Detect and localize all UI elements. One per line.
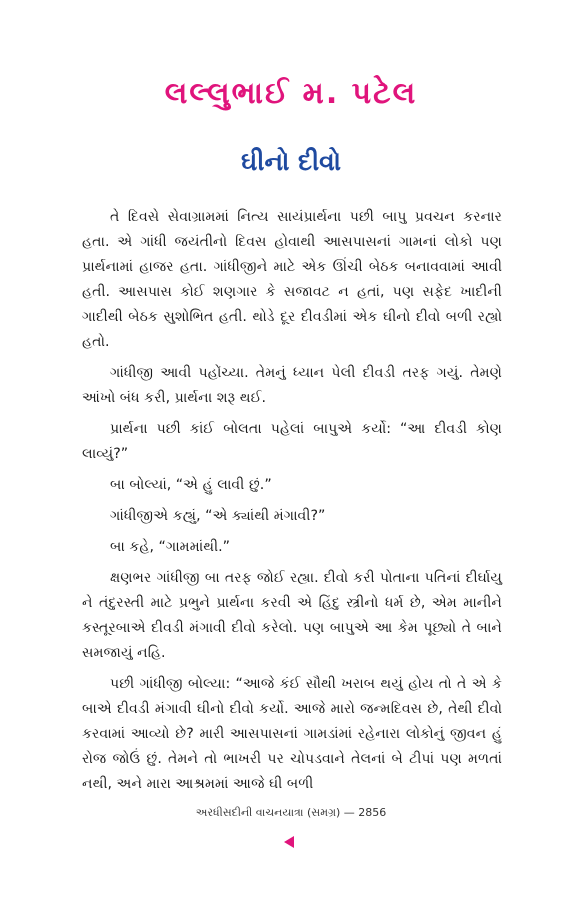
author-name: લલ્લુભાઈ મ. પટેલ: [164, 76, 418, 111]
paragraph: બા કહે, “ગામમાંથી.”: [110, 539, 230, 555]
paragraph: ગાંધીજી આવી પહોંચ્યા. તેમનું ધ્યાન પેલી દીવડી તરફ ગયું. તેમણે આંખો બંધ કરી, પ્રાર્થના શરૂ થઈ.: [82, 365, 502, 406]
previous-page-arrow-icon[interactable]: [284, 836, 294, 848]
paragraph: ક્ષણભર ગાંધીજી બા તરફ જોઈ રહ્યા. દીવો કરી પોતાના પતિનાં દીર્ઘાયુ ને તંદુરસ્તી માટે પ્રભુને પ્રાર્થના કરવી એ હિંદુ સ્ત્રીનો ધર્મ છે, એમ માનીને કસ્તૂરબાએ દીવડી મંગાવી દીવો કરેલો. પણ બાપુએ આ કેમ પૂછ્યો તે બાને સમજાયું નહિ.: [82, 570, 502, 661]
paragraph: ગાંધીજીએ કહ્યું, “એ ક્યાંથી મંગાવી?”: [110, 508, 326, 524]
paragraph: બા બોલ્યાં, “એ હું લાવી છું.”: [110, 477, 272, 493]
story-title: ઘીનો દીવો: [240, 147, 341, 176]
page-footer: અરધીસદીની વાચનયાત્રા (સમગ્ર) — 2856: [195, 806, 387, 819]
story-body: [82, 205, 502, 803]
paragraph: પ્રાર્થના પછી કાંઈ બોલતા પહેલાં બાપુએ કર્યો: “આ દીવડી કોણ લાવ્યું?”: [82, 421, 502, 462]
paragraph: પછી ગાંધીજી બોલ્યા: “આજે કંઈ સૌથી ખરાબ થયું હોય તો તે એ કે બાએ દીવડી મંગાવી ઘીનો દીવો કર્યો. આજે મારો જન્મદિવસ છે, તેથી દીવો કરવામાં આવ્યો છે? મારી આસપાસનાં ગામડાંમાં રહેનારા લોકોનું જીવન હું રોજ જોઉં છું. તેમને તો ભાખરી પર ચોપડવાને તેલનાં બે ટીપાં પણ મળતાં નથી, અને મારા આશ્રમમાં આજે ઘી બળી: [82, 676, 502, 792]
paragraph: તે દિવસે સેવાગ્રામમાં નિત્ય સાયંપ્રાર્થના પછી બાપુ પ્રવચન કરનાર હતા. એ ગાંધી જયંતીનો દિવસ હોવાથી આસપાસનાં ગામનાં લોકો પણ પ્રાર્થનામાં હાજર હતા. ગાંધીજીને માટે એક ઊંચી બેઠક બનાવવામાં આવી હતી. આસપાસ કોઈ શણગાર કે સજાવટ ન હતાં, પણ સફેદ ખાદીની ગાદીથી બેઠક સુશોભિત હતી. થોડે દૂર દીવડીમાં એક ઘીનો દીવો બળી રહ્યો હતો.: [82, 209, 502, 350]
